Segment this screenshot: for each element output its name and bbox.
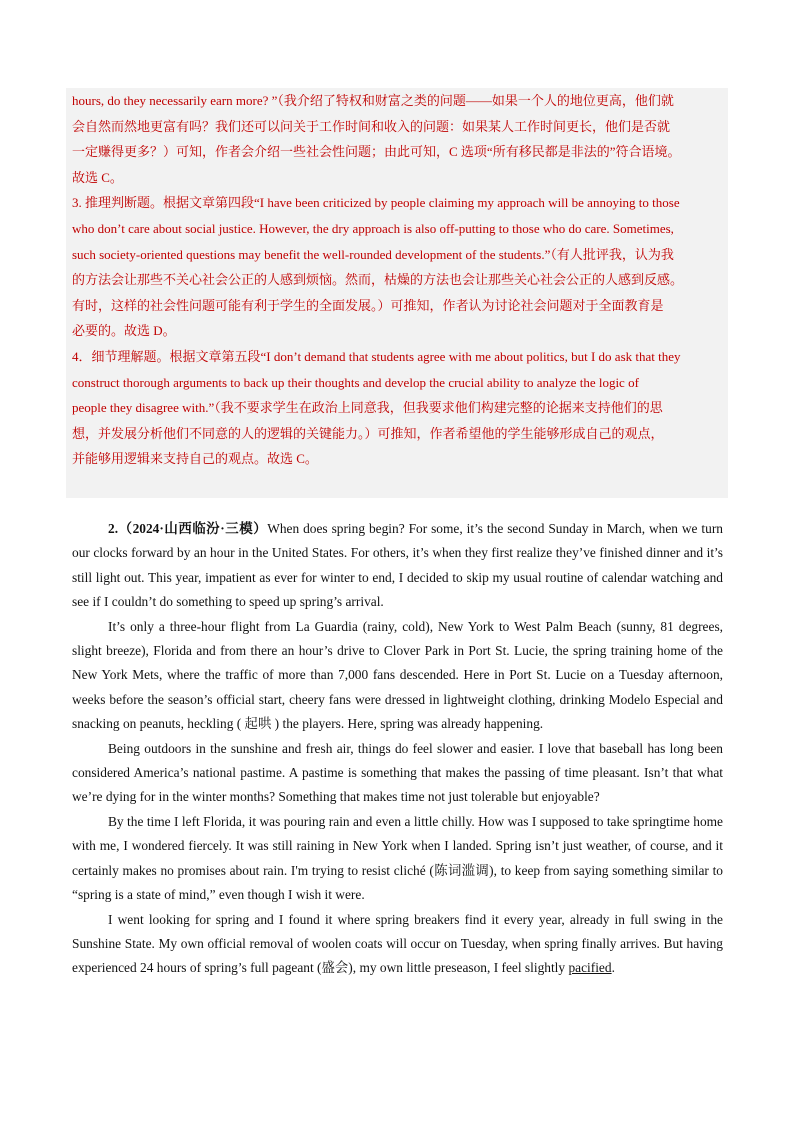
answer-line: 有时，这样的社会性问题可能有利于学生的全面发展。）可推知，作者认为讨论社会问题对于全面教育是 (72, 297, 664, 313)
answer-line: hours, do they necessarily earn more? ”（我介绍了特权和财富之类的问题——如果一个人的地位更高，他们就 (72, 93, 674, 108)
answer-line: 会自然而然地更富有吗？我们还可以问关于工作时间和收入的问题：如果某人工作时间更长，他们是否就 (72, 118, 671, 134)
answer-line: 的方法会让那些不关心社会公正的人感到烦恼。然而，枯燥的方法也会让那些关心社会公正的人感到反感。 (72, 272, 684, 288)
question-number: 2. (108, 521, 119, 536)
paragraph-text: I went looking for spring and I found it where spring breakers find it every year, already in full swing in the Sunshine State. My own official removal of woolen coats will occur on Tuesday, when spring finally arrives. But having experienced 24 hours of spring’s full pageant (盛会), my own little preseason, I feel slightly (72, 911, 723, 976)
answer-line: 故选 C。 (72, 169, 123, 185)
answer-line: 想，并发展分析他们不同意的人的逻辑的关键能力。）可推知，作者希望他的学生能够形成自己的观点， (72, 425, 664, 441)
underlined-word: pacified (568, 960, 612, 976)
paragraph-text: When does spring begin? For some, it’s the second Sunday in March, when we turn our clocks forward by an hour in the United States. For others, it’s when they first realize they’ve finished dinner and it’s still light out. This year, impatient as ever for winter to end, I decided to skip my usual routine of calendar watching and see if I couldn’t do something to speed up spring’s arrival. (72, 521, 723, 610)
passage-paragraph-2: It’s only a three-hour flight from La Guardia (rainy, cold), New York to West Palm Beach (sunny, 81 degrees, slight breeze), Florida and from there an hour’s drive to Clover Park in Port St. Lucie, the spring training home of the New York Mets, where the traffic of more than 7,000 fans descended. Here in Port St. Lucie on a Tuesday afternoon, weeks before the season’s official start, cheery fans were dressed in lightweight clothing, drinking Modelo Especial and snacking on peanuts, heckling ( 起哄 ) the players. Here, spring was already happening. (72, 618, 723, 732)
reading-passage (72, 517, 723, 981)
answer-line: people they disagree with.”（我不要求学生在政治上同意我，但我要求他们构建完整的论据来支持他们的思 (72, 400, 663, 416)
passage-paragraph-4: By the time I left Florida, it was pouring rain and even a little chilly. How was I supposed to take springtime home with me, I wondered fiercely. It was still raining in New York when I landed. Spring isn’t just weather, of course, and it certainly makes no promises about rain. I'm trying to resist cliché (陈词滥调), to keep from saying something similar to “spring is a state of mind,” even though I wish it were. (72, 813, 723, 903)
passage-paragraph-3: Being outdoors in the sunshine and fresh air, things do feel slower and easier. I love that baseball has long been considered America’s national pastime. A pastime is something that makes the passing of time pleasant. Isn’t that what we’re dying for in the winter months? Something that makes time not just tolerable but enjoyable? (72, 740, 723, 805)
answer-line: who don’t care about social justice. However, the dry approach is also off-putting to those who do care. Sometimes, (72, 220, 674, 236)
answer-line: 3. 推理判断题。根据文章第四段“I have been criticized by people claiming my approach will be annoying to those (72, 195, 680, 211)
answer-line: 一定赚得更多？）可知，作者会介绍一些社会性问题；由此可知，C 选项“所有移民都是非法的”符合语境。 (72, 144, 681, 160)
answer-line: construct thorough arguments to back up their thoughts and develop the crucial ability to analyze the logic of (72, 374, 639, 390)
passage-paragraph-5 (72, 908, 723, 981)
answer-line: 4．细节理解题。根据文章第五段“I don’t demand that students agree with me about politics, but I do ask that they (72, 348, 681, 364)
answer-explanation-box (66, 88, 728, 498)
answer-line: 必要的。故选 D。 (72, 323, 176, 339)
answer-line: 并能够用逻辑来支持自己的观点。故选 C。 (72, 451, 318, 467)
passage-paragraph-1 (72, 517, 723, 615)
paragraph-end: . (611, 960, 615, 976)
answer-line: such society-oriented questions may benefit the well-rounded development of the students.”（有人批评我，认为我 (72, 246, 674, 262)
question-source: （2024·山西临汾·三模） (118, 521, 268, 536)
